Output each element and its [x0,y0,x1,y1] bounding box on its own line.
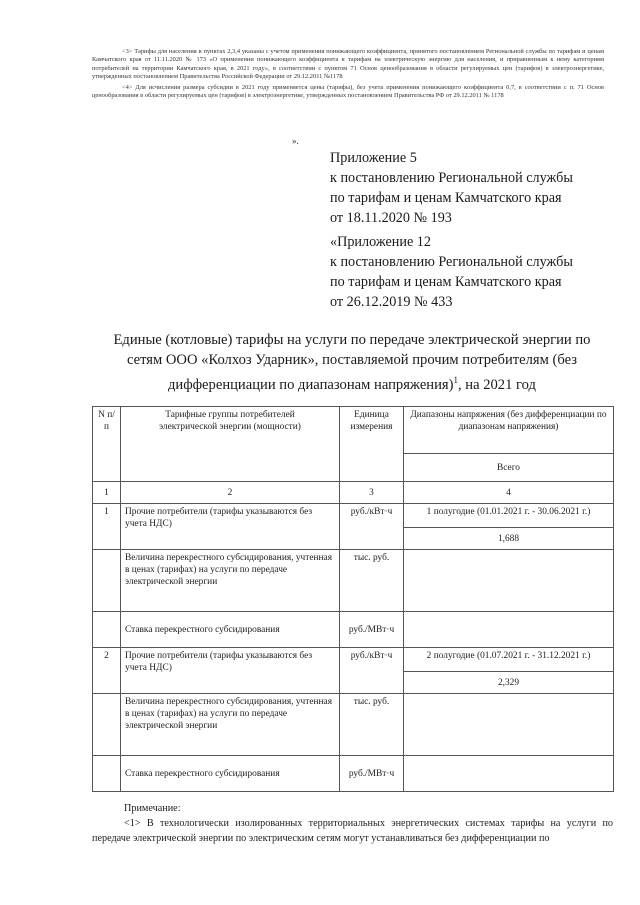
table-row [93,612,614,648]
header-num: N п/п [93,407,121,482]
header-unit: Единица измерения [340,407,404,482]
header-row [93,407,614,454]
table-row [93,504,614,528]
note-block [92,801,613,846]
row-cross-subsidy-label: Величина перекрестного субсидирования, учтенная в ценах (тарифах) на услуги по передаче электрической энергии [121,550,340,612]
row-unit: руб./кВт·ч [340,504,404,550]
footnote-4: <4> Для исчисления размера субсидии в 2021 году применяется цены (тарифы), без учета применения понижающего коэффициента 0,7, в соответствии с п. 71 Основ ценообразования в области регулируемых цен (тарифов) в электроэнергетике, утвержденных постановлением Правительства РФ от 29.12.2011 № 1178 [92,83,604,100]
table-row [93,756,614,792]
col-number: 2 [121,482,340,504]
row-unit: руб./кВт·ч [340,648,404,694]
col-number: 4 [404,482,614,504]
annex-12-line: «Приложение 12 [330,234,431,250]
row-period: 1 полугодие (01.01.2021 г. - 30.06.2021 г.) [404,504,614,528]
annex-12-header [330,232,573,312]
title-line-3a: дифференциации по диапазонам напряжения) [168,376,454,393]
tariff-table [92,406,614,792]
footnote-mark: 1 [453,375,458,385]
row-cross-subsidy-unit: тыс. руб. [340,550,404,612]
row-period: 2 полугодие (01.07.2021 г. - 31.12.2021 г.) [404,648,614,672]
footnote-3: <3> Тарифы для населения в пунктах 2,3,4 указаны с учетом применения понижающего коэффициента, принятого постановлением Региональной службы по тарифам и ценам Камчатского края от 11.11.2020 № 173 «О применении понижающего коэффициента к тарифам на электрическую энергию для населения, и приравненным к нему категориям потребителей на территории Камчатского края, в 2021 году», в соответствии с пунктом 71 Основ ценообразования в области регулируемых цен (тарифов) в электроэнергетике, утвержденных постановлением Правительства Российской Федерации от 29.12.2011 №1178 [92,48,604,81]
header-total: Всего [404,454,614,482]
note-text: <1> В технологически изолированных территориальных энергетических системах тарифы на услуги по передаче электрической энергии по электрическим сетям могут устанавливаться без дифференциации по [92,818,613,844]
table-row [93,648,614,672]
annex-12-line: к постановлению Региональной службы [330,254,573,270]
header-range: Диапазоны напряжения (без дифференциации по диапазонам напряжения) [404,407,614,454]
footnotes [92,48,604,100]
closing-quote: ». [292,136,299,146]
note-heading: Примечание: [124,803,181,814]
row-tariff-value: 2,329 [404,672,614,694]
title-line-2: сетям ООО «Колхоз Ударник», поставляемой прочим потребителям (без [126,352,578,368]
col-number: 3 [340,482,404,504]
row-num: 2 [93,648,121,694]
row-rate-unit: руб./МВт·ч [340,756,404,792]
title-line-3b: , на 2021 год [457,376,536,393]
annex-5-line: Приложение 5 [330,150,417,166]
table-row [93,550,614,612]
annex-5-line: по тарифам и ценам Камчатского края [330,190,562,206]
annex-5-line: к постановлению Региональной службы [330,170,573,186]
table-row [93,694,614,756]
row-rate-label: Ставка перекрестного субсидирования [121,756,340,792]
title-line-1: Единые (котловые) тарифы на услуги по передаче электрической энергии по [113,332,591,348]
annex-5-line: от 18.11.2020 № 193 [330,210,452,226]
title-line-3 [92,370,612,395]
row-cross-subsidy-unit: тыс. руб. [340,694,404,756]
row-num: 1 [93,504,121,550]
annex-12-line: по тарифам и ценам Камчатского края [330,274,562,290]
row-consumer-group: Прочие потребители (тарифы указываются без учета НДС) [121,648,340,694]
row-rate-label: Ставка перекрестного субсидирования [121,612,340,648]
column-number-row [93,482,614,504]
row-consumer-group: Прочие потребители (тарифы указываются без учета НДС) [121,504,340,550]
col-number: 1 [93,482,121,504]
header-group: Тарифные группы потребителей электрической энергии (мощности) [121,407,340,482]
row-rate-unit: руб./МВт·ч [340,612,404,648]
annex-12-line: от 26.12.2019 № 433 [330,294,453,310]
row-cross-subsidy-label: Величина перекрестного субсидирования, учтенная в ценах (тарифах) на услуги по передаче электрической энергии [121,694,340,756]
document-title [92,330,612,395]
annex-5-header [330,148,573,228]
row-tariff-value: 1,688 [404,528,614,550]
